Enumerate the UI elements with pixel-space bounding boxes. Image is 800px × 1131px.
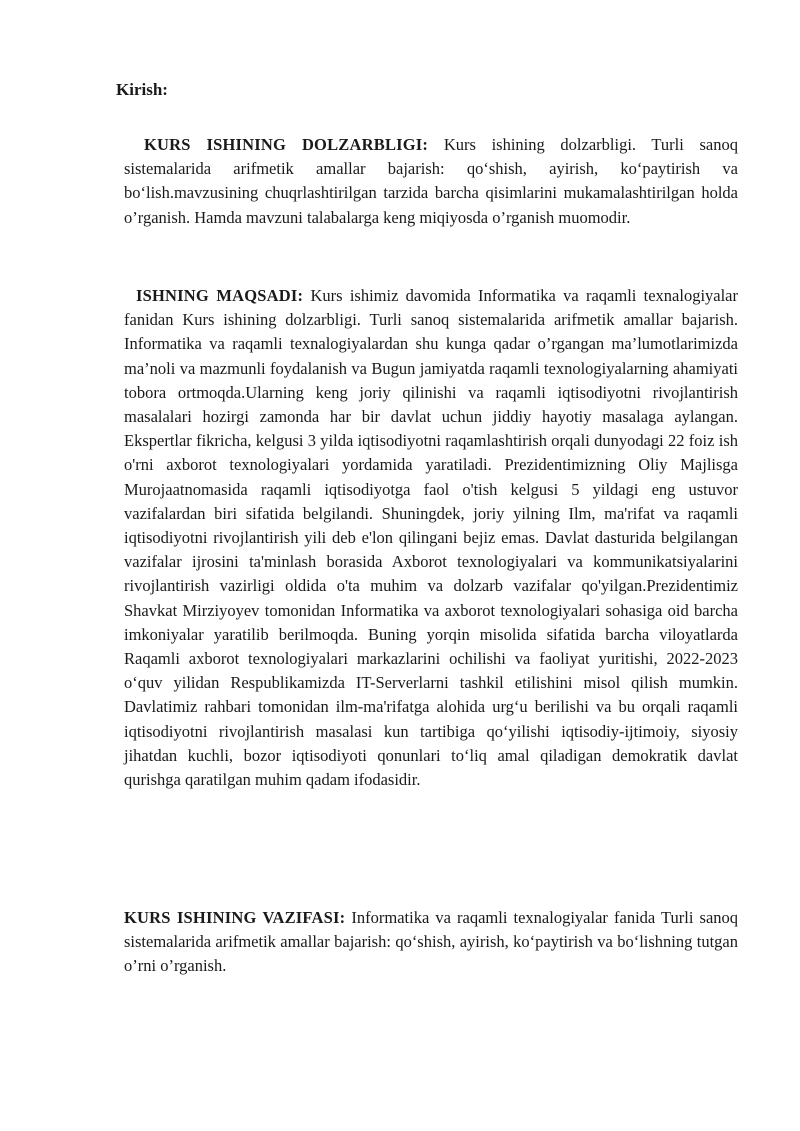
section-text-dolzarbligi: Kurs ishining dolzarbligi. Turli sanoq sistemalarida arifmetik amallar bajarish: qo‘shish, ayirish, ko‘paytirish va bo‘lish.mavzusining chuqrlashtirilgan tarzida barcha qisimlarini mukamalashtirilgan holda o’rganish. Hamda mavzuni talabalarga keng miqiyosda o’rganish muomodir. bbox=[124, 135, 739, 227]
section-lead-vazifasi: KURS ISHINING VAZIFASI: bbox=[124, 908, 346, 927]
section-dolzarbligi bbox=[124, 133, 738, 230]
section-lead-maqsadi: ISHNING MAQSADI: bbox=[136, 286, 304, 305]
section-lead-dolzarbligi: KURS ISHINING DOLZARBLIGI: bbox=[144, 135, 429, 154]
section-text-maqsadi: Kurs ishimiz davomida Informatika va raqamli texnalogiyalar fanidan Kurs ishining dolzarbligi. Turli sanoq sistemalarida arifmetik amallar bajarish. Informatika va raqamli texnalogiyalardan shu kunga qadar o’rgangan ma’lumotlarimizda ma’noli va mazmunli foydalanish va Bugun jamiyatda raqamli texnologiyalarning ahamiyati tobora ortmoqda.Ularning keng joriy qilinishi va raqamli iqtisodiyotni rivojlantirish masalalari hozirgi zamonda har bir davlat uchun jiddiy hayotiy masalaga aylangan. Ekspertlar fikricha, kelgusi 3 yilda iqtisodiyotni raqamlashtirish orqali dunyodagi 22 foiz ish o'rni axborot texnologiyalari yordamida yaratiladi. Prezidentimizning Oliy Majlisga Murojaatnomasida raqamli iqtisodiyotga faol o'tish kelgusi 5 yildagi eng ustuvor vazifalardan biri sifatida belgilandi. Shuningdek, joriy yilning Ilm, ma'rifat va raqamli iqtisodiyotni rivojlantirish yili deb e'lon qilingani bejiz emas. Davlat dasturida belgilangan vazifalar ijrosini ta'minlash borasida Axborot texnologiyalari va kommunikatsiyalarini rivojlantirish vazirligi oldida o'ta muhim va dolzarb vazifalar qo'yilgan.Prezidentimiz Shavkat Mirziyoyev tomonidan Informatika va axborot texnologiyalari sohasiga oid barcha imkoniyalar yaratilib berilmoqda. Buning yorqin misolida sifatida barcha viloyatlarda Raqamli axborot texnologiyalari markazlarini ochilishi va faoliyat yuritishi, 2022-2023 o‘quv yilidan Respublikamizda IT-Serverlarni tashkil etilishini misol qilish mumkin. Davlatimiz rahbari tomonidan ilm-ma'rifatga alohida urg‘u berilishi va bu orqali raqamli iqtisodiyotni rivojlantirish masalasi kun tartibiga qo‘yilishi iqtisodiy-ijtimoiy, siyosiy jihatdan kuchli, bozor iqtisodiyoti qonunlari to‘liq amal qiladigan demokratik davlat qurishga qaratilgan muhim qadam ifodasidir. bbox=[124, 286, 739, 790]
section-vazifasi bbox=[124, 906, 738, 979]
section-text-vazifasi: Informatika va raqamli texnalogiyalar fanida Turli sanoq sistemalarida arifmetik amallar bajarish: qo‘shish, ayirish, ko‘paytirish va bo‘lishning tutgan o’rni o’rganish. bbox=[124, 908, 739, 976]
section-maqsadi bbox=[124, 284, 738, 792]
intro-heading: Kirish: bbox=[116, 80, 168, 99]
